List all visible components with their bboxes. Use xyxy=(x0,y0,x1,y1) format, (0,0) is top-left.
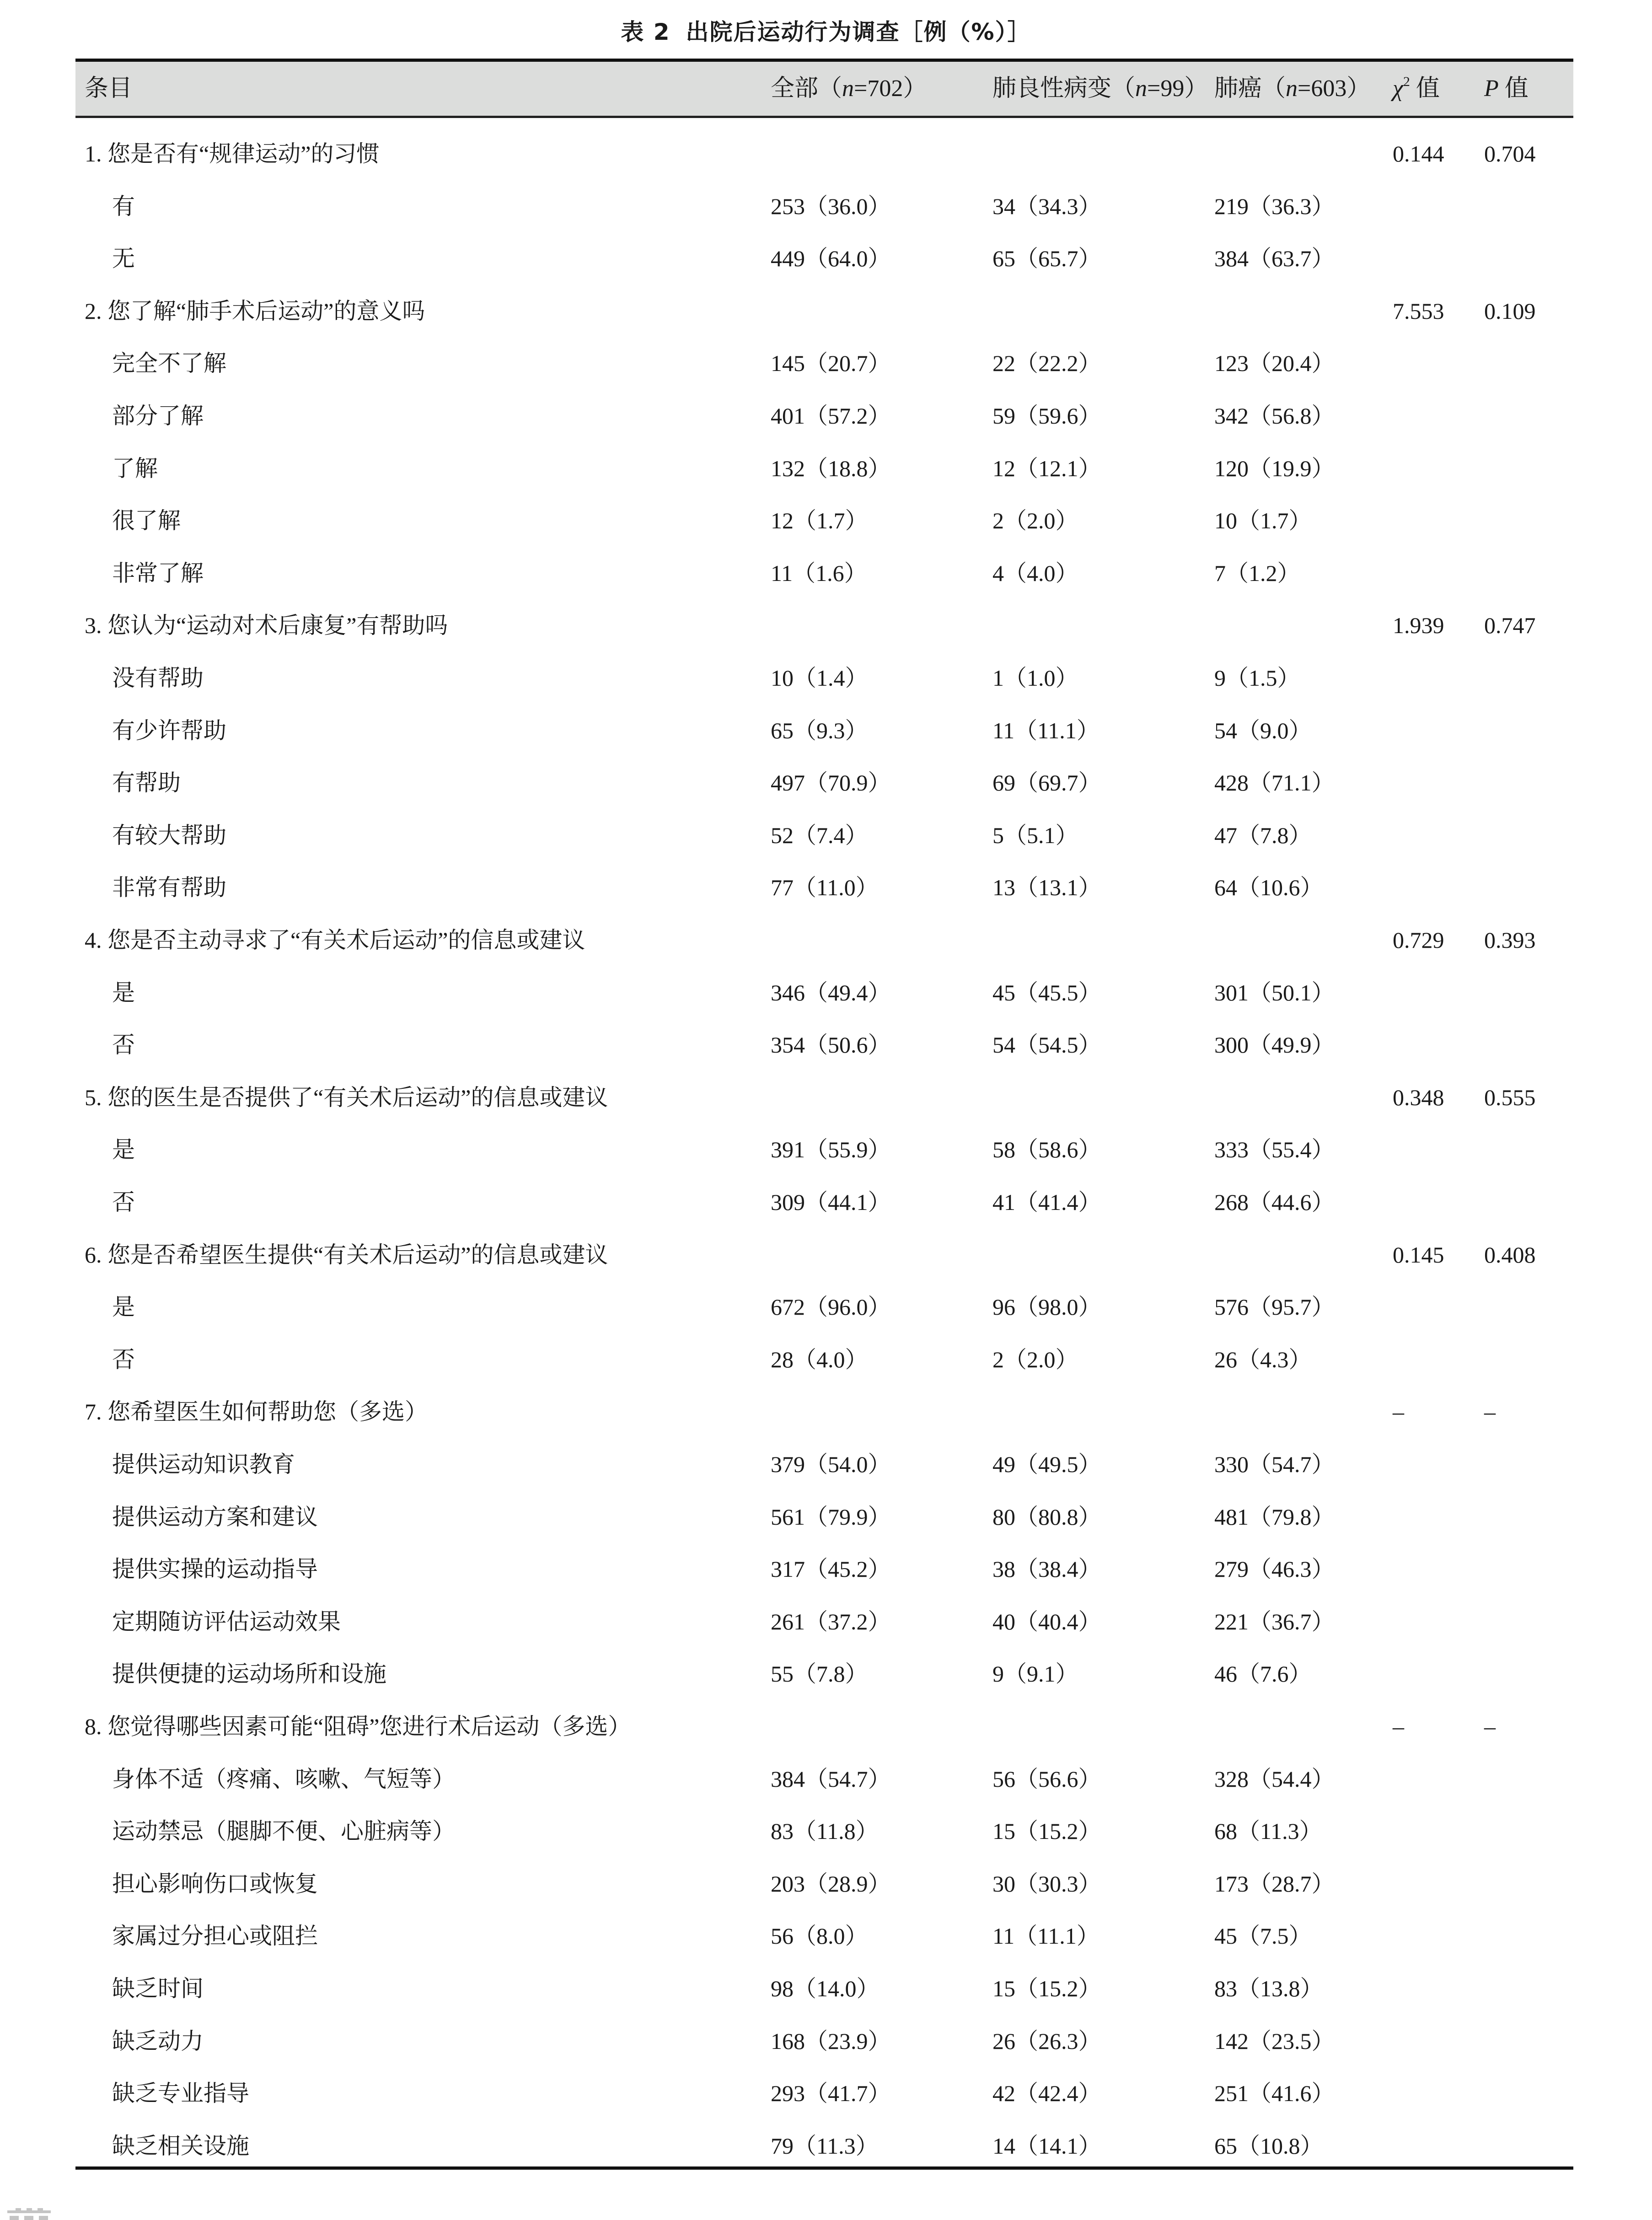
value-benign: 42（42.4） xyxy=(992,2080,1101,2107)
value-all: 253（36.0） xyxy=(771,193,891,219)
option-label: 缺乏相关设施 xyxy=(112,2133,249,2159)
option-label: 无 xyxy=(112,246,135,272)
value-benign: 5（5.1） xyxy=(992,822,1078,848)
option-label: 否 xyxy=(112,1346,135,1372)
question-row xyxy=(75,599,1573,652)
value-cancer: 481（79.8） xyxy=(1214,1504,1335,1530)
value-cancer: 46（7.6） xyxy=(1214,1661,1312,1687)
header-cancer-label: 肺癌（ xyxy=(1214,75,1286,102)
value-benign: 34（34.3） xyxy=(992,193,1101,219)
option-label: 缺乏时间 xyxy=(112,1976,204,2001)
value-cancer: 328（54.4） xyxy=(1214,1766,1335,1792)
value-benign: 45（45.5） xyxy=(992,979,1101,1005)
value-cancer: 330（54.7） xyxy=(1214,1451,1335,1477)
option-row xyxy=(75,1333,1573,1386)
chi-square-value: 0.729 xyxy=(1393,927,1444,953)
top-rule xyxy=(75,59,1573,62)
value-benign: 22（22.2） xyxy=(992,350,1101,376)
p-value: 0.555 xyxy=(1484,1084,1536,1110)
value-benign: 26（26.3） xyxy=(992,2028,1101,2054)
option-row xyxy=(75,337,1573,390)
value-all: 261（37.2） xyxy=(771,1608,891,1634)
header-benign-label: 肺良性病变（ xyxy=(992,75,1136,102)
value-all: 132（18.8） xyxy=(771,455,891,481)
value-benign: 56（56.6） xyxy=(992,1766,1101,1792)
value-benign: 40（40.4） xyxy=(992,1608,1101,1634)
value-benign: 14（14.1） xyxy=(992,2133,1101,2159)
option-row xyxy=(75,1019,1573,1071)
p-symbol: P xyxy=(1484,75,1499,102)
question-row xyxy=(75,1700,1573,1753)
option-label: 是 xyxy=(112,1137,135,1163)
header-all-n: n xyxy=(842,75,854,102)
option-label: 提供运动知识教育 xyxy=(112,1451,295,1477)
question-row xyxy=(75,1071,1573,1124)
chi-symbol: χ xyxy=(1393,75,1403,102)
option-row xyxy=(75,232,1573,285)
value-cancer: 10（1.7） xyxy=(1214,508,1312,534)
survey-table xyxy=(75,59,1573,2170)
question-label: 1. 您是否有“规律运动”的习惯 xyxy=(85,141,380,167)
table-caption: 出院后运动行为调查［例（%）］ xyxy=(686,19,1031,45)
value-benign: 38（38.4） xyxy=(992,1556,1101,1582)
question-label: 5. 您的医生是否提供了“有关术后运动”的信息或建议 xyxy=(85,1084,608,1110)
value-cancer: 54（9.0） xyxy=(1214,717,1312,743)
value-benign: 15（15.2） xyxy=(992,1976,1101,2001)
value-all: 83（11.8） xyxy=(771,1818,879,1844)
question-label: 3. 您认为“运动对术后康复”有帮助吗 xyxy=(85,613,448,639)
option-label: 缺乏动力 xyxy=(112,2028,204,2054)
value-all: 293（41.7） xyxy=(771,2080,891,2107)
table-header xyxy=(75,62,1573,118)
value-cancer: 83（13.8） xyxy=(1214,1976,1323,2001)
header-chi-square xyxy=(1393,62,1440,116)
option-row xyxy=(75,1491,1573,1543)
value-benign: 58（58.6） xyxy=(992,1137,1101,1163)
value-benign: 59（59.6） xyxy=(992,403,1101,429)
option-label: 有少许帮助 xyxy=(112,717,226,743)
option-label: 担心影响伤口或恢复 xyxy=(112,1871,318,1897)
option-label: 非常有帮助 xyxy=(112,875,226,901)
value-cancer: 142（23.5） xyxy=(1214,2028,1335,2054)
option-row xyxy=(75,1648,1573,1700)
value-cancer: 221（36.7） xyxy=(1214,1608,1335,1634)
chi-square-value: 1.939 xyxy=(1393,613,1444,639)
value-all: 391（55.9） xyxy=(771,1137,891,1163)
value-cancer: 342（56.8） xyxy=(1214,403,1335,429)
header-cancer xyxy=(1214,62,1370,116)
p-value: – xyxy=(1484,1399,1496,1425)
value-all: 379（54.0） xyxy=(771,1451,891,1477)
value-all: 52（7.4） xyxy=(771,822,868,848)
option-label: 有较大帮助 xyxy=(112,822,226,848)
value-all: 56（8.0） xyxy=(771,1923,868,1949)
header-p-value xyxy=(1484,62,1529,116)
option-row xyxy=(75,861,1573,914)
question-row xyxy=(75,285,1573,338)
chi-superscript: 2 xyxy=(1403,74,1410,89)
option-row xyxy=(75,1753,1573,1806)
option-label: 没有帮助 xyxy=(112,665,204,691)
value-all: 346（49.4） xyxy=(771,979,891,1005)
value-cancer: 268（44.6） xyxy=(1214,1189,1335,1215)
option-row xyxy=(75,757,1573,809)
question-row xyxy=(75,128,1573,180)
question-label: 4. 您是否主动寻求了“有关术后运动”的信息或建议 xyxy=(85,927,585,953)
chi-square-value: 0.145 xyxy=(1393,1242,1444,1268)
header-benign-n: n xyxy=(1135,75,1148,102)
option-row xyxy=(75,809,1573,862)
option-row xyxy=(75,1962,1573,2015)
question-row xyxy=(75,914,1573,967)
option-label: 有 xyxy=(112,193,135,219)
value-benign: 80（80.8） xyxy=(992,1504,1101,1530)
value-cancer: 123（20.4） xyxy=(1214,350,1335,376)
value-all: 145（20.7） xyxy=(771,350,891,376)
option-row xyxy=(75,495,1573,547)
value-benign: 54（54.5） xyxy=(992,1032,1101,1058)
value-cancer: 251（41.6） xyxy=(1214,2080,1335,2107)
value-all: 11（1.6） xyxy=(771,560,867,586)
value-all: 79（11.3） xyxy=(771,2133,879,2159)
value-cancer: 384（63.7） xyxy=(1214,246,1335,272)
option-label: 身体不适（疼痛、咳嗽、气短等） xyxy=(112,1766,455,1792)
question-label: 8. 您觉得哪些因素可能“阻碍”您进行术后运动（多选） xyxy=(85,1714,631,1739)
value-benign: 41（41.4） xyxy=(992,1189,1101,1215)
value-all: 55（7.8） xyxy=(771,1661,868,1687)
p-value: 0.747 xyxy=(1484,613,1536,639)
option-row xyxy=(75,704,1573,757)
value-all: 317（45.2） xyxy=(771,1556,891,1582)
value-all: 384（54.7） xyxy=(771,1766,891,1792)
value-all: 203（28.9） xyxy=(771,1871,891,1897)
value-cancer: 333（55.4） xyxy=(1214,1137,1335,1163)
header-benign-value: =99） xyxy=(1147,75,1208,102)
header-all-label: 全部（ xyxy=(771,75,842,102)
value-benign: 2（2.0） xyxy=(992,508,1078,534)
header-all-value: =702） xyxy=(854,75,927,102)
value-benign: 11（11.1） xyxy=(992,1923,1100,1949)
option-row xyxy=(75,1910,1573,1962)
value-cancer: 428（71.1） xyxy=(1214,770,1335,796)
value-cancer: 64（10.6） xyxy=(1214,875,1323,901)
value-cancer: 279（46.3） xyxy=(1214,1556,1335,1582)
value-cancer: 219（36.3） xyxy=(1214,193,1335,219)
option-row xyxy=(75,1281,1573,1333)
value-all: 354（50.6） xyxy=(771,1032,891,1058)
p-value: 0.704 xyxy=(1484,141,1536,167)
value-all: 28（4.0） xyxy=(771,1346,868,1372)
option-row xyxy=(75,1176,1573,1229)
option-label: 否 xyxy=(112,1189,135,1215)
question-row xyxy=(75,1229,1573,1281)
question-label: 2. 您了解“肺手术后运动”的意义吗 xyxy=(85,298,425,324)
option-label: 运动禁忌（腿脚不便、心脏病等） xyxy=(112,1818,455,1844)
header-cancer-value: =603） xyxy=(1298,75,1371,102)
value-benign: 11（11.1） xyxy=(992,717,1100,743)
question-row xyxy=(75,1386,1573,1438)
value-all: 309（44.1） xyxy=(771,1189,891,1215)
header-all xyxy=(771,62,927,116)
value-benign: 49（49.5） xyxy=(992,1451,1101,1477)
publisher-logo-icon xyxy=(7,2210,51,2220)
option-row xyxy=(75,1805,1573,1858)
option-label: 定期随访评估运动效果 xyxy=(112,1608,341,1634)
chi-square-value: 0.144 xyxy=(1393,141,1444,167)
value-all: 10（1.4） xyxy=(771,665,868,691)
value-cancer: 173（28.7） xyxy=(1214,1871,1335,1897)
value-benign: 96（98.0） xyxy=(992,1294,1101,1320)
option-row xyxy=(75,180,1573,233)
value-benign: 12（12.1） xyxy=(992,455,1101,481)
value-benign: 1（1.0） xyxy=(992,665,1078,691)
option-label: 提供便捷的运动场所和设施 xyxy=(112,1661,386,1687)
value-benign: 4（4.0） xyxy=(992,560,1078,586)
p-value: 0.408 xyxy=(1484,1242,1536,1268)
value-all: 77（11.0） xyxy=(771,875,879,901)
header-benign xyxy=(992,62,1208,116)
value-cancer: 301（50.1） xyxy=(1214,979,1335,1005)
value-benign: 30（30.3） xyxy=(992,1871,1101,1897)
option-row xyxy=(75,652,1573,704)
option-label: 非常了解 xyxy=(112,560,204,586)
header-cancer-n: n xyxy=(1286,75,1298,102)
value-cancer: 7（1.2） xyxy=(1214,560,1300,586)
value-benign: 9（9.1） xyxy=(992,1661,1078,1687)
option-label: 很了解 xyxy=(112,508,181,534)
option-row xyxy=(75,1123,1573,1176)
question-label: 6. 您是否希望医生提供“有关术后运动”的信息或建议 xyxy=(85,1242,608,1268)
option-row xyxy=(75,1596,1573,1648)
value-all: 497（70.9） xyxy=(771,770,891,796)
value-cancer: 9（1.5） xyxy=(1214,665,1300,691)
chi-square-value: 7.553 xyxy=(1393,298,1444,324)
p-suffix: 值 xyxy=(1498,75,1529,102)
value-all: 12（1.7） xyxy=(771,508,868,534)
option-row xyxy=(75,1438,1573,1491)
table-number: 表 2 xyxy=(621,19,670,45)
p-value: – xyxy=(1484,1714,1496,1739)
option-label: 完全不了解 xyxy=(112,350,226,376)
value-cancer: 47（7.8） xyxy=(1214,822,1312,848)
header-item xyxy=(85,62,132,116)
option-label: 部分了解 xyxy=(112,403,204,429)
chi-square-value: – xyxy=(1393,1399,1404,1425)
chi-square-value: 0.348 xyxy=(1393,1084,1444,1110)
option-row xyxy=(75,390,1573,442)
value-all: 449（64.0） xyxy=(771,246,891,272)
value-all: 168（23.9） xyxy=(771,2028,891,2054)
option-row xyxy=(75,547,1573,600)
option-label: 了解 xyxy=(112,455,158,481)
option-label: 提供实操的运动指导 xyxy=(112,1556,318,1582)
option-row xyxy=(75,967,1573,1019)
value-benign: 65（65.7） xyxy=(992,246,1101,272)
value-benign: 15（15.2） xyxy=(992,1818,1101,1844)
option-row xyxy=(75,2067,1573,2120)
question-label: 7. 您希望医生如何帮助您（多选） xyxy=(85,1399,428,1425)
value-cancer: 45（7.5） xyxy=(1214,1923,1312,1949)
value-cancer: 576（95.7） xyxy=(1214,1294,1335,1320)
value-all: 672（96.0） xyxy=(771,1294,891,1320)
header-item-label: 条目 xyxy=(85,75,133,102)
value-cancer: 68（11.3） xyxy=(1214,1818,1322,1844)
option-label: 是 xyxy=(112,1294,135,1320)
option-label: 否 xyxy=(112,1032,135,1058)
chi-square-value: – xyxy=(1393,1714,1404,1739)
value-cancer: 120（19.9） xyxy=(1214,455,1335,481)
option-label: 提供运动方案和建议 xyxy=(112,1504,318,1530)
value-all: 401（57.2） xyxy=(771,403,891,429)
table-title xyxy=(0,10,1652,54)
value-benign: 69（69.7） xyxy=(992,770,1101,796)
value-all: 561（79.9） xyxy=(771,1504,891,1530)
option-row xyxy=(75,2015,1573,2068)
option-label: 有帮助 xyxy=(112,770,181,796)
option-label: 家属过分担心或阻拦 xyxy=(112,1923,318,1949)
option-label: 缺乏专业指导 xyxy=(112,2080,249,2107)
p-value: 0.109 xyxy=(1484,298,1536,324)
value-cancer: 26（4.3） xyxy=(1214,1346,1312,1372)
p-value: 0.393 xyxy=(1484,927,1536,953)
value-all: 98（14.0） xyxy=(771,1976,880,2001)
value-all: 65（9.3） xyxy=(771,717,868,743)
value-benign: 13（13.1） xyxy=(992,875,1101,901)
option-label: 是 xyxy=(112,979,135,1005)
value-cancer: 300（49.9） xyxy=(1214,1032,1335,1058)
option-row xyxy=(75,1858,1573,1910)
option-row xyxy=(75,2120,1573,2172)
option-row xyxy=(75,1543,1573,1596)
table-body xyxy=(75,118,1573,2166)
chi-suffix: 值 xyxy=(1410,75,1440,102)
value-cancer: 65（10.8） xyxy=(1214,2133,1323,2159)
value-benign: 2（2.0） xyxy=(992,1346,1078,1372)
option-row xyxy=(75,442,1573,495)
